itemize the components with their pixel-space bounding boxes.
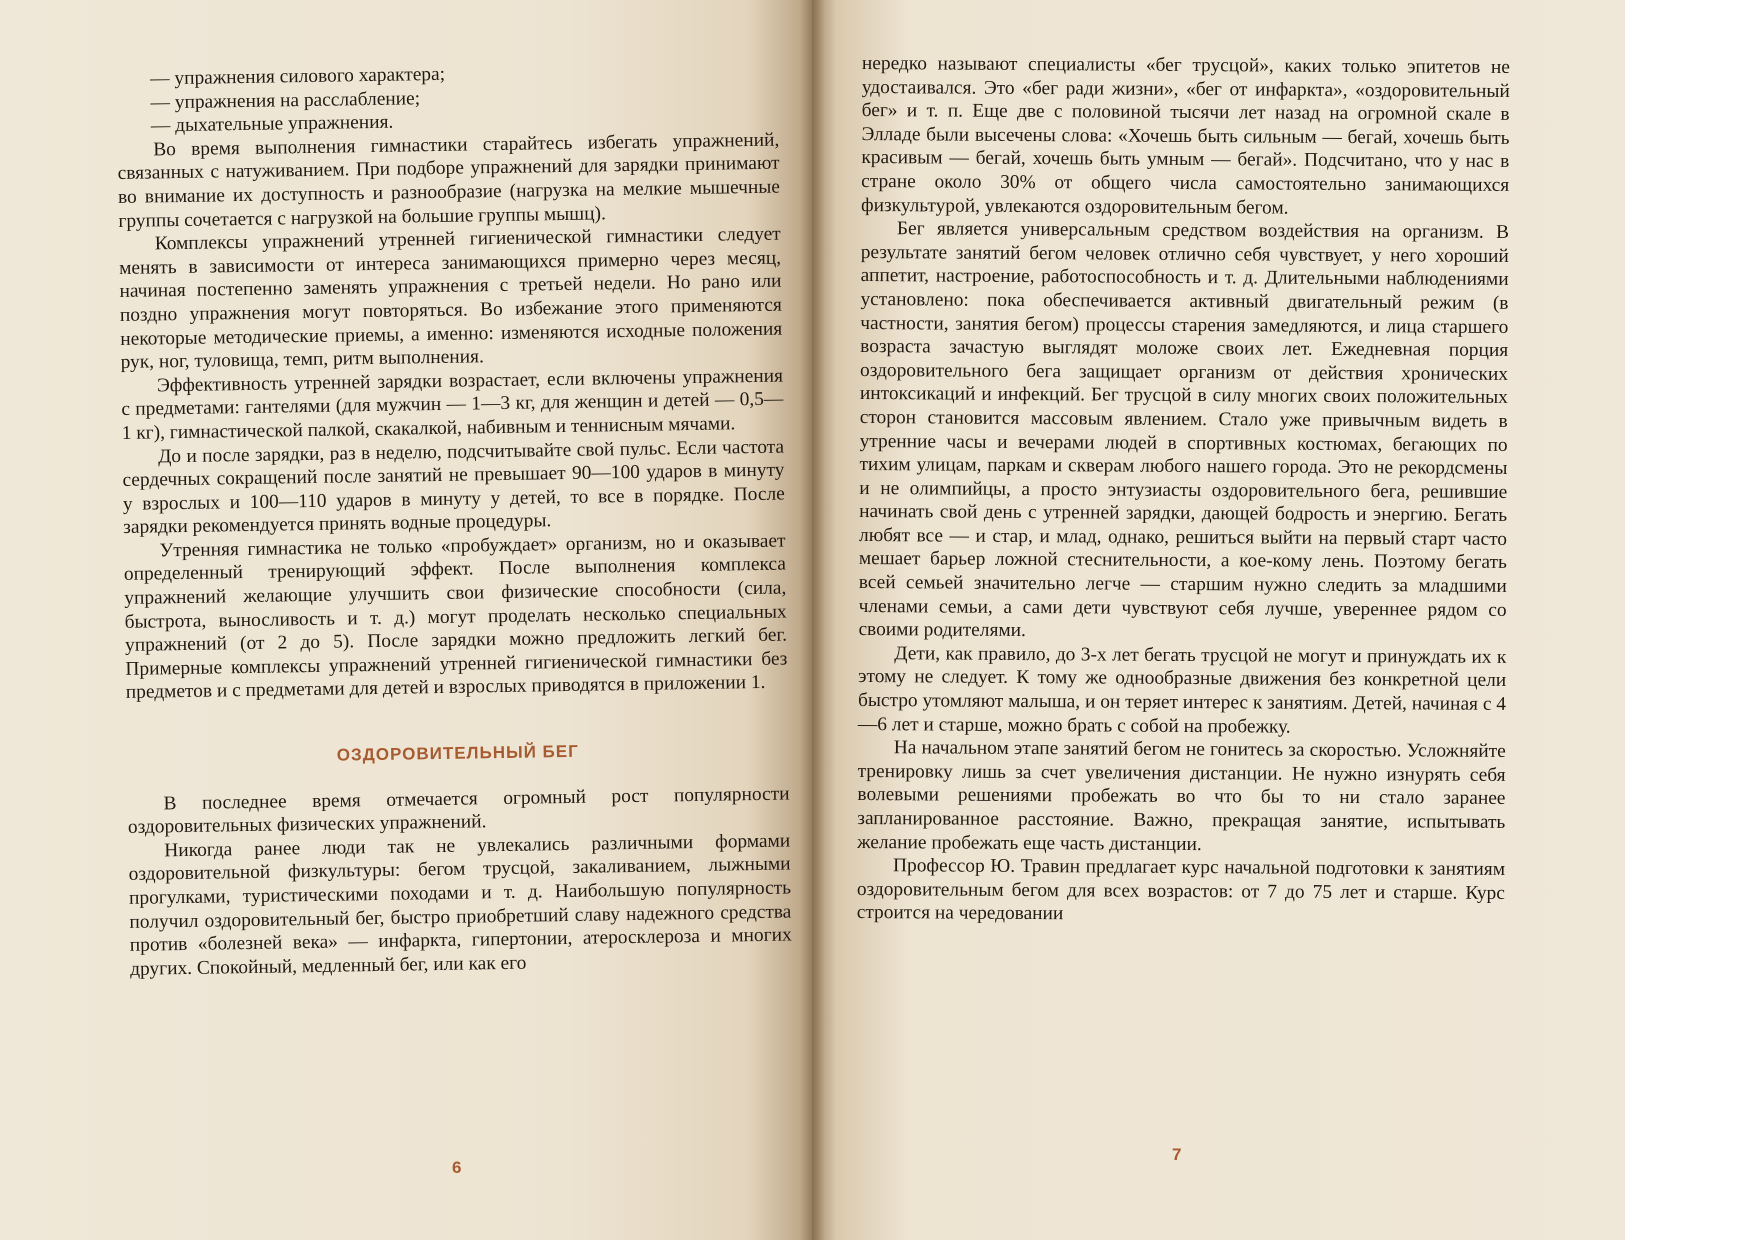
paragraph: Никогда ранее люди так не увлекались различными формами оздоровительной физкультуры: бегом трусцой, закаливанием, лыжными прогулками, туристическими походами и т. д. Наибольшую популярность получил оздоровительный бег, быстро приобретший славу надежного средства против «болезней века» — инфаркта, гипертонии, атеросклероза и многих других. Спокойный, медленный бег, или как его xyxy=(128,830,792,980)
page-number-left: 6 xyxy=(452,1158,462,1177)
paragraph: нередко называют специалисты «бег трусцой», каких только эпитетов не удостаивался. Это «бег ради жизни», «бег от инфаркта», «оздоровительный бег» и т. п. Еще две с половиной тысячи лет назад на огромной скале в Элладе были высечены слова: «Хочешь быть сильным — бегай, хочешь быть красивым — бегай, хочешь быть умным — бегай». Подсчитано, что у нас в стране около 30% от общего числа самостоятельно занимающихся физкультурой, увлекаются оздоровительным бегом. xyxy=(861,52,1510,219)
list-item: — упражнения силового характера; xyxy=(150,63,446,90)
list-item: — дыхательные упражнения. xyxy=(150,111,394,137)
paragraph: Комплексы упражнений утренней гигиенической гимнастики следует менять в зависимости от интереса занимающихся примерно через месяц, начиная постепенно заменять упражнения с третьей недели. Но рано или поздно упражнения могут повторяться. Во избежание этого применяются некоторые методические приемы, а именно: изменяются исходные положения рук, ног, туловища, темп, ритм выполнения. xyxy=(118,223,783,374)
paragraph: В последнее время отмечается огромный рост популярности оздоровительных физических упражнений. xyxy=(127,783,790,839)
section-title: ОЗДОРОВИТЕЛЬНЫЙ БЕГ xyxy=(336,741,579,765)
page-number-right: 7 xyxy=(1172,1145,1182,1164)
paragraph: Утренняя гимнастика не только «пробуждает» организм, но и оказывает определенный тренирующий эффект. После выполнения комплекса упражнений желающие улучшить свои физические способности (сила, быстрота, выносливость и т. д.) могут проделать несколько специальных упражнений (от 2 до 5). После зарядки можно предложить легкий бег. Примерные комплексы упражнений утренней гигиенической гимнастики без предметов и с предметами для детей и взрослых приводятся в приложении 1. xyxy=(123,530,788,704)
paragraph: На начальном этапе занятий бегом не гонитесь за скоростью. Усложняйте тренировку лишь за счет увеличения дистанции. Не нужно изнурять себя волевыми решениями пробежать во что бы то ни стало заранее запланированное расстояние. Важно, прекращая занятие, испытывать желание пробежать еще часть дистанции. xyxy=(857,737,1506,855)
right-page-text xyxy=(857,52,1510,929)
paragraph: Дети, как правило, до 3-х лет бегать трусцой не могут и принуждать их к этому не следует. К тому же однообразные движения без конкретной цели быстро утомляют малыша, и он теряет интерес к занятиям. Детей, начиная с 4—6 лет и старше, можно брать с собой на пробежку. xyxy=(857,643,1507,738)
paragraph: Бег является универсальным средством воздействия на организм. В результате занятий бегом человек отлично себя чувствует, у него хороший аппетит, настроение, работоспособность и т. д. Длительными наблюдениями установлено: пока обеспечивается активный двигательный режим (в частности, занятия бегом) процессы старения замедляются, и лица старшего возраста зачастую выглядят моложе своих лет. Ежедневная порция оздоровительного бега защищает организм от действия хронических интоксикаций и инфекций. Бег трусцой в силу многих своих положительных сторон становится массовым явлением. Стало уже привычным видеть в утренние часы и вечерами людей в спортивных костюмах, бегающих по тихим улицам, паркам и скверам любого нашего города. Это не рекордсмены и не олимпийцы, а просто энтузиасты оздоровительного бега, решившие начинать свой день с утренней зарядки, дающей бодрость и энергию. Бегать любят все — и стар, и млад, однако, решиться выйти на первый старт часто мешает барьер ложной стеснительности, а кое-кому лень. Поэтому бегать всей семьей значительно легче — старшим нужно следить за младшими членами семьи, а сами дети чувствуют себя лучше, увереннее рядом со своими родителями. xyxy=(858,218,1509,642)
paragraph: До и после зарядки, раз в неделю, подсчитывайте свой пульс. Если частота сердечных сокращений после занятий не превышает 90—100 ударов в минуту у взрослых и 100—110 ударов в минуту у детей, то все в порядке. После зарядки рекомендуется принять водные процедуры. xyxy=(122,436,785,539)
list-item: — упражнения на расслабление; xyxy=(150,87,421,114)
book-gutter xyxy=(800,0,824,1240)
paragraph: Эффективность утренней зарядки возрастает, если включены упражнения с предметами: гантелями (для мужчин — 1—3 кг, для женщин и детей — 0,5—1 кг), гимнастической палкой, скакалкой, набивным и теннисным мячами. xyxy=(121,365,784,444)
left-page-text xyxy=(116,58,792,982)
paragraph: Профессор Ю. Травин предлагает курс начальной подготовки к занятиям оздоровительным бегом для всех возрастов: от 7 до 75 лет и старше. Курс строится на чередовании xyxy=(856,855,1506,925)
paragraph: Во время выполнения гимнастики старайтесь избегать упражнений, связанных с натуживанием. При подборе упражнений для зарядки принимают во внимание их доступность и разнообразие (нагрузка на мелкие мышечные группы сочетается с нагрузкой на большие группы мышц). xyxy=(117,129,781,232)
